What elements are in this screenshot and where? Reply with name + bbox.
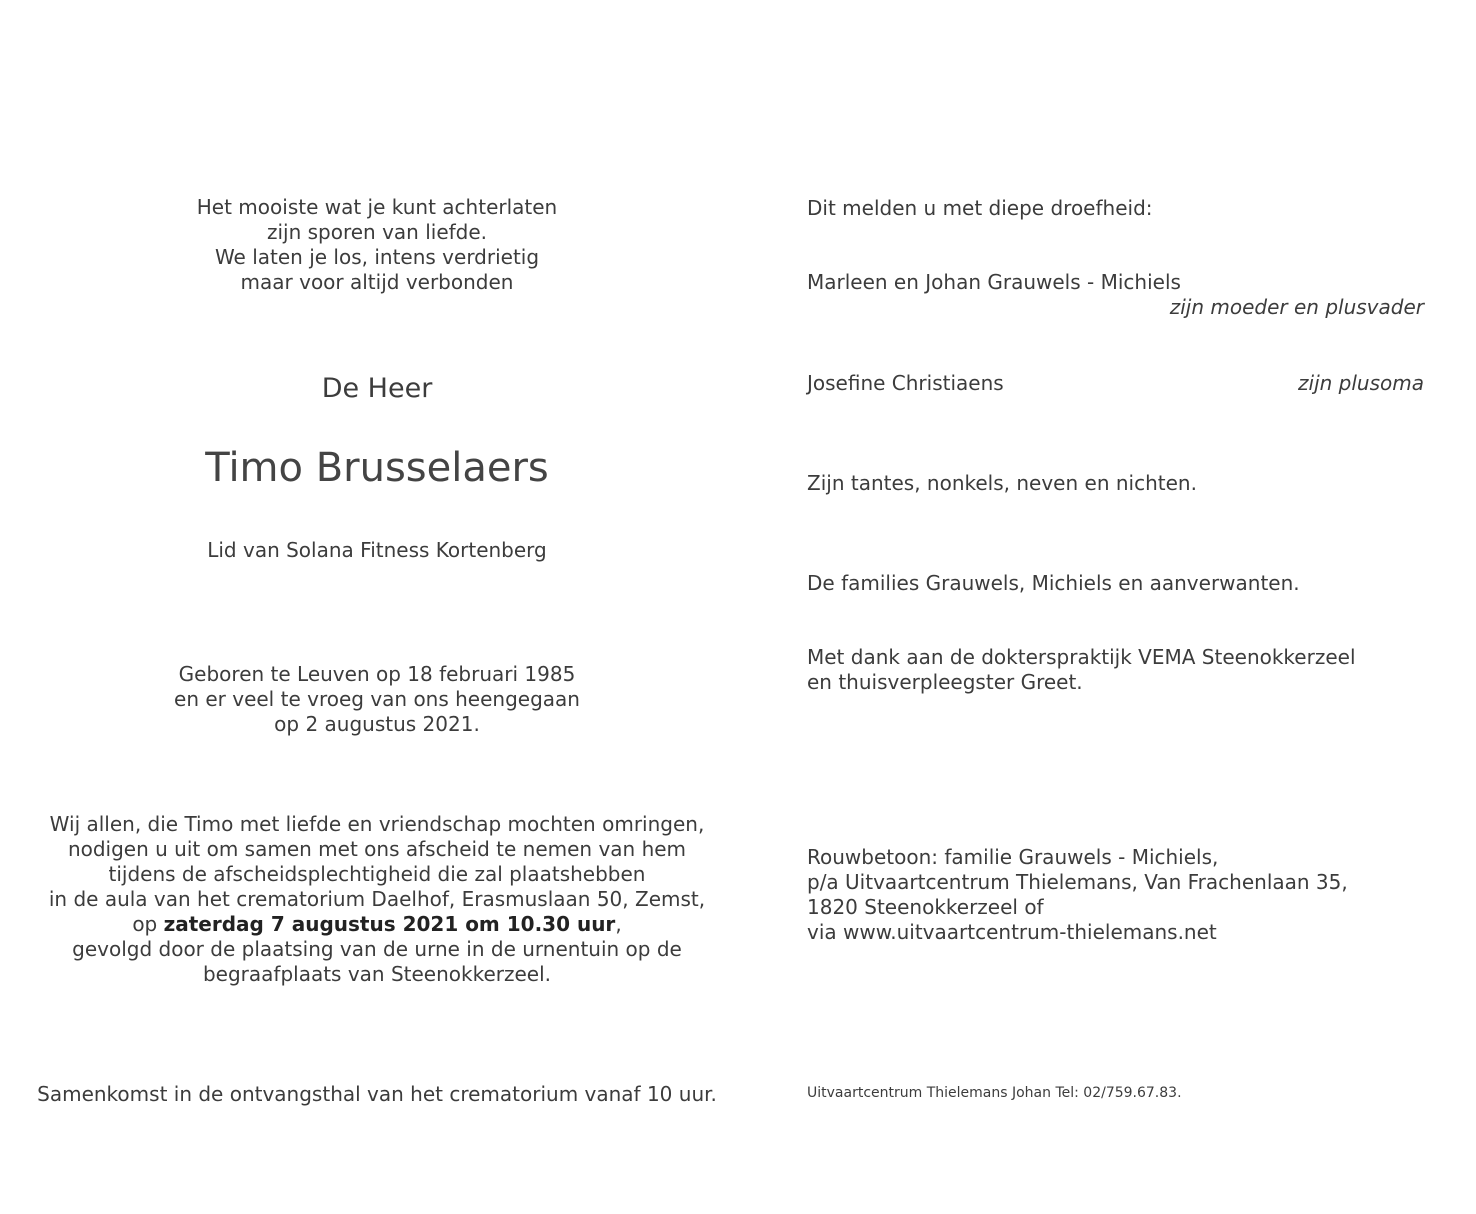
memorial-poem [27,195,727,295]
honorific: De Heer [321,373,433,404]
condolence-line: 1820 Steenokkerzeel of [807,895,1044,919]
family-names: Josefine Christiaens [807,371,1004,395]
condolence-line: Rouwbetoon: familie Grauwels - Michiels, [807,845,1219,869]
birth-death-info [27,662,727,737]
invitation-line: nodigen u uit om samen met ons afscheid te nemen van hem [67,837,687,861]
birth-death-line: en er veel te vroeg van ons heengegaan [174,687,580,711]
condolence-website: via www.uitvaartcentrum-thielemans.net [807,920,1217,944]
invitation-date-suffix: , [615,912,622,936]
family-names: Marleen en Johan Grauwels - Michiels [807,270,1181,294]
poem-line: Het mooiste wat je kunt achterlaten [196,195,558,219]
membership-note: Lid van Solana Fitness Kortenberg [207,538,547,562]
gathering-note: Samenkomst in de ontvangsthal van het crematorium vanaf 10 uur. [37,1082,717,1106]
invitation-date-prefix: op [132,912,164,936]
birth-death-line: op 2 augustus 2021. [274,712,480,736]
invitation-line: Wij allen, die Timo met liefde en vriendschap mochten omringen, [49,812,705,836]
condolence-line: p/a Uitvaartcentrum Thielemans, Van Frachenlaan 35, [807,870,1348,894]
invitation-line: gevolgd door de plaatsing van de urne in de urnentuin op de [72,937,682,961]
family-entry-parents [807,270,1424,320]
poem-line: zijn sporen van liefde. [266,220,488,244]
announcement-intro: Dit melden u met diepe droefheid: [807,196,1153,220]
poem-line: We laten je los, intens verdrietig [214,245,540,269]
poem-line: maar voor altijd verbonden [240,270,514,294]
family-entry-grandmother [807,370,1424,396]
condolence-address [807,845,1424,945]
invitation-line: begraafplaats van Steenokkerzeel. [202,962,552,986]
invitation-line: in de aula van het crematorium Daelhof, Erasmuslaan 50, Zemst, [48,887,706,911]
thanks-line: en thuisverpleegster Greet. [807,670,1083,694]
family-entry-relatives: Zijn tantes, nonkels, neven en nichten. [807,471,1197,495]
family-entry-families: De families Grauwels, Michiels en aanverwanten. [807,571,1300,595]
thanks-note [807,645,1424,695]
deceased-name: Timo Brusselaers [205,445,549,491]
invitation-line: tijdens de afscheidsplechtigheid die zal plaatshebben [108,862,646,886]
ceremony-date-time: zaterdag 7 augustus 2021 om 10.30 uur [163,912,616,936]
thanks-line: Met dank aan de dokterspraktijk VEMA Steenokkerzeel [807,645,1356,669]
funeral-home-contact: Uitvaartcentrum Thielemans Johan Tel: 02/759.67.83. [807,1085,1182,1101]
birth-death-line: Geboren te Leuven op 18 februari 1985 [178,662,576,686]
ceremony-invitation [27,812,727,987]
family-role: zijn moeder en plusvader [1169,295,1424,319]
family-role: zijn plusoma [1298,371,1424,395]
invitation-date-line [27,912,727,937]
